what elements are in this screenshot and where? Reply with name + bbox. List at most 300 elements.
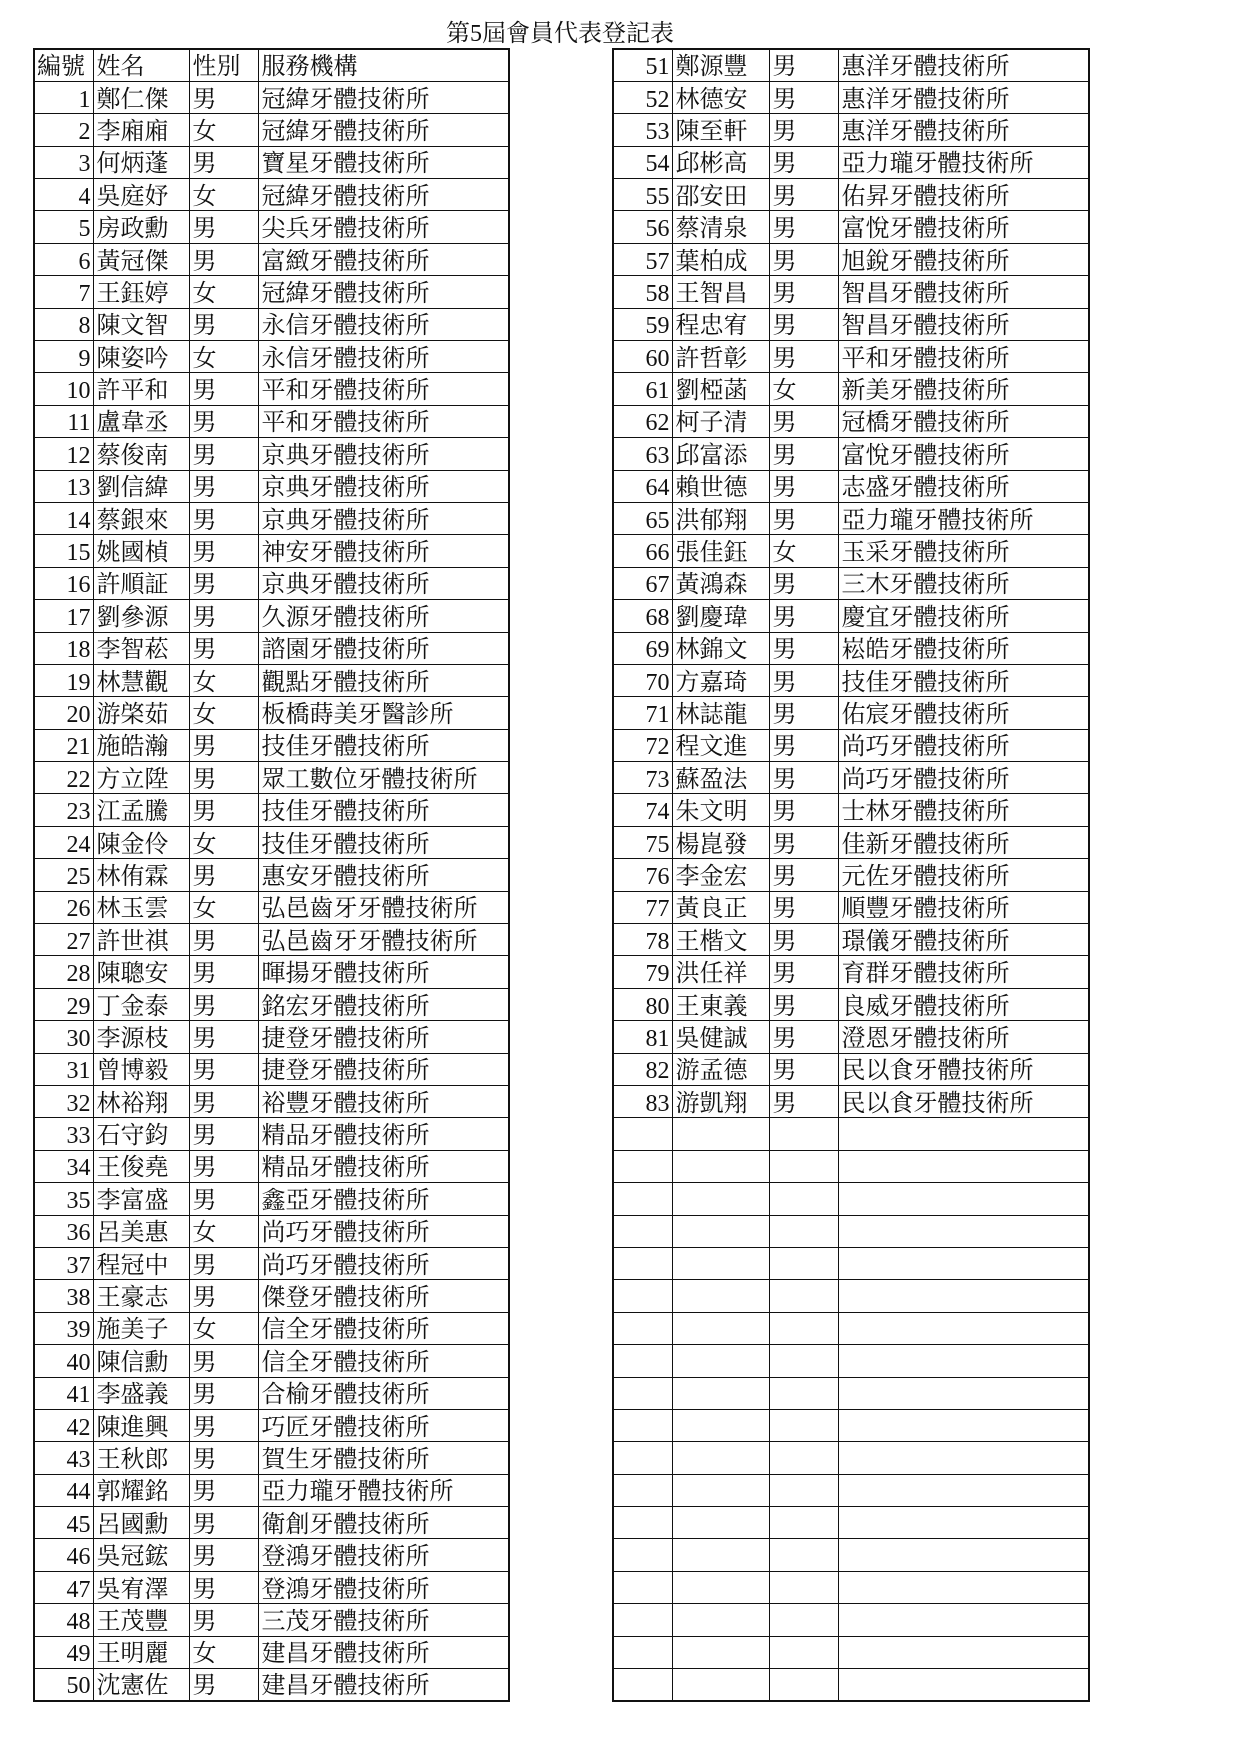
- table-row: [34, 664, 509, 696]
- member-organization: 富悅牙體技術所: [838, 211, 1089, 243]
- member-name: 朱文明: [672, 794, 769, 826]
- member-name: 洪任祥: [672, 956, 769, 988]
- table-row: [34, 956, 509, 988]
- member-organization: 神安牙體技術所: [258, 535, 509, 567]
- empty-cell: [613, 1150, 672, 1182]
- member-name: 林玉雲: [93, 891, 189, 923]
- table-row: [34, 762, 509, 794]
- member-number: 42: [34, 1409, 93, 1441]
- member-name: 蔡清泉: [672, 211, 769, 243]
- member-organization: 惠洋牙體技術所: [838, 114, 1089, 146]
- table-row: [34, 146, 509, 178]
- table-row: [34, 1539, 509, 1571]
- table-row: [613, 859, 1089, 891]
- member-number: 55: [613, 179, 672, 211]
- table-row: [34, 276, 509, 308]
- member-name: 楊崑發: [672, 826, 769, 858]
- member-gender: 女: [189, 276, 258, 308]
- member-organization: 元佐牙體技術所: [838, 859, 1089, 891]
- table-row: [34, 1215, 509, 1247]
- empty-table-row: [613, 1474, 1089, 1506]
- member-organization: 亞力瓏牙體技術所: [838, 502, 1089, 534]
- empty-cell: [613, 1539, 672, 1571]
- member-gender: 男: [189, 1604, 258, 1636]
- table-row: [34, 1247, 509, 1279]
- member-organization: 京典牙體技術所: [258, 502, 509, 534]
- table-row: [34, 179, 509, 211]
- table-row: [34, 632, 509, 664]
- table-row: [34, 729, 509, 761]
- member-name: 邵安田: [672, 179, 769, 211]
- empty-cell: [769, 1280, 838, 1312]
- member-name: 王楷文: [672, 924, 769, 956]
- member-number: 16: [34, 567, 93, 599]
- member-gender: 男: [769, 729, 838, 761]
- member-name: 陳金伶: [93, 826, 189, 858]
- table-row: [34, 211, 509, 243]
- member-name: 王茂豐: [93, 1604, 189, 1636]
- member-gender: 男: [189, 1571, 258, 1603]
- member-organization: 精品牙體技術所: [258, 1150, 509, 1182]
- table-row: [34, 1571, 509, 1603]
- member-organization: 民以食牙體技術所: [838, 1086, 1089, 1118]
- member-organization: 技佳牙體技術所: [838, 664, 1089, 696]
- empty-cell: [672, 1539, 769, 1571]
- table-row: [613, 502, 1089, 534]
- member-number: 35: [34, 1183, 93, 1215]
- member-gender: 男: [189, 308, 258, 340]
- member-name: 林錦文: [672, 632, 769, 664]
- member-number: 77: [613, 891, 672, 923]
- empty-cell: [672, 1345, 769, 1377]
- member-name: 黃冠傑: [93, 243, 189, 275]
- member-organization: 銘宏牙體技術所: [258, 988, 509, 1020]
- member-organization: 技佳牙體技術所: [258, 826, 509, 858]
- table-row: [613, 146, 1089, 178]
- member-gender: 男: [189, 794, 258, 826]
- table-row: [34, 1442, 509, 1474]
- member-name: 林德安: [672, 81, 769, 113]
- member-organization: 志盛牙體技術所: [838, 470, 1089, 502]
- member-gender: 男: [189, 211, 258, 243]
- member-gender: 男: [769, 600, 838, 632]
- table-row: [613, 664, 1089, 696]
- empty-cell: [769, 1669, 838, 1701]
- member-organization: 璟儀牙體技術所: [838, 924, 1089, 956]
- table-row: [613, 308, 1089, 340]
- member-number: 64: [613, 470, 672, 502]
- member-gender: 女: [189, 1215, 258, 1247]
- empty-cell: [769, 1474, 838, 1506]
- member-number: 5: [34, 211, 93, 243]
- member-gender: 男: [189, 1409, 258, 1441]
- member-organization: 捷登牙體技術所: [258, 1021, 509, 1053]
- member-name: 邱富添: [672, 438, 769, 470]
- member-number: 33: [34, 1118, 93, 1150]
- empty-table-row: [613, 1280, 1089, 1312]
- empty-cell: [838, 1118, 1089, 1150]
- member-organization: 三木牙體技術所: [838, 567, 1089, 599]
- member-number: 83: [613, 1086, 672, 1118]
- member-organization: 裕豐牙體技術所: [258, 1086, 509, 1118]
- member-number: 69: [613, 632, 672, 664]
- member-name: 陳進興: [93, 1409, 189, 1441]
- member-organization: 弘邑齒牙牙體技術所: [258, 924, 509, 956]
- empty-cell: [838, 1280, 1089, 1312]
- table-row: [34, 341, 509, 373]
- member-number: 14: [34, 502, 93, 534]
- member-organization: 永信牙體技術所: [258, 341, 509, 373]
- empty-cell: [838, 1377, 1089, 1409]
- member-name: 劉慶瑋: [672, 600, 769, 632]
- empty-cell: [672, 1377, 769, 1409]
- member-number: 63: [613, 438, 672, 470]
- member-number: 57: [613, 243, 672, 275]
- member-name: 劉信緯: [93, 470, 189, 502]
- member-organization: 亞力瓏牙體技術所: [258, 1474, 509, 1506]
- member-organization: 士林牙體技術所: [838, 794, 1089, 826]
- table-row: [613, 1086, 1089, 1118]
- empty-cell: [672, 1442, 769, 1474]
- member-gender: 男: [769, 502, 838, 534]
- member-organization: 冠緯牙體技術所: [258, 179, 509, 211]
- table-row: [613, 243, 1089, 275]
- empty-cell: [769, 1215, 838, 1247]
- member-name: 呂國勳: [93, 1507, 189, 1539]
- empty-cell: [769, 1636, 838, 1668]
- member-number: 22: [34, 762, 93, 794]
- member-number: 36: [34, 1215, 93, 1247]
- member-number: 71: [613, 697, 672, 729]
- member-organization: 慶宜牙體技術所: [838, 600, 1089, 632]
- table-row: [34, 1474, 509, 1506]
- member-organization: 富悅牙體技術所: [838, 438, 1089, 470]
- member-gender: 男: [769, 956, 838, 988]
- member-gender: 男: [769, 243, 838, 275]
- member-gender: 男: [769, 341, 838, 373]
- member-number: 34: [34, 1150, 93, 1182]
- member-name: 林侑霖: [93, 859, 189, 891]
- member-gender: 男: [189, 1280, 258, 1312]
- member-organization: 京典牙體技術所: [258, 438, 509, 470]
- empty-cell: [613, 1636, 672, 1668]
- table-row: [34, 1409, 509, 1441]
- member-number: 59: [613, 308, 672, 340]
- table-row: [613, 826, 1089, 858]
- member-organization: 衛創牙體技術所: [258, 1507, 509, 1539]
- member-organization: 永信牙體技術所: [258, 308, 509, 340]
- member-name: 林誌龍: [672, 697, 769, 729]
- member-name: 賴世德: [672, 470, 769, 502]
- member-name: 沈憲佐: [93, 1669, 189, 1701]
- table-row: [34, 1669, 509, 1701]
- member-number: 47: [34, 1571, 93, 1603]
- member-name: 葉柏成: [672, 243, 769, 275]
- header-organization: 服務機構: [258, 49, 509, 81]
- member-number: 70: [613, 664, 672, 696]
- member-organization: 冠緯牙體技術所: [258, 114, 509, 146]
- member-gender: 男: [769, 146, 838, 178]
- member-organization: 鑫亞牙體技術所: [258, 1183, 509, 1215]
- table-row: [613, 956, 1089, 988]
- member-organization: 佑昇牙體技術所: [838, 179, 1089, 211]
- table-row: [613, 988, 1089, 1020]
- member-gender: 男: [189, 1021, 258, 1053]
- member-name: 柯子清: [672, 405, 769, 437]
- member-gender: 男: [769, 276, 838, 308]
- empty-table-row: [613, 1215, 1089, 1247]
- member-gender: 女: [769, 373, 838, 405]
- member-organization: 觀點牙體技術所: [258, 664, 509, 696]
- member-organization: 平和牙體技術所: [838, 341, 1089, 373]
- member-gender: 男: [769, 697, 838, 729]
- member-number: 7: [34, 276, 93, 308]
- member-gender: 男: [769, 49, 838, 81]
- empty-cell: [672, 1571, 769, 1603]
- member-gender: 男: [189, 146, 258, 178]
- table-row: [613, 470, 1089, 502]
- table-row: [34, 1312, 509, 1344]
- empty-cell: [769, 1247, 838, 1279]
- member-number: 51: [613, 49, 672, 81]
- member-gender: 男: [189, 632, 258, 664]
- empty-cell: [769, 1345, 838, 1377]
- member-number: 39: [34, 1312, 93, 1344]
- member-organization: 冠緯牙體技術所: [258, 276, 509, 308]
- table-row: [613, 1053, 1089, 1085]
- table-row: [34, 826, 509, 858]
- member-name: 游孟德: [672, 1053, 769, 1085]
- empty-cell: [838, 1345, 1089, 1377]
- table-row: [34, 1021, 509, 1053]
- table-row: [34, 1118, 509, 1150]
- member-number: 45: [34, 1507, 93, 1539]
- member-organization: 亞力瓏牙體技術所: [838, 146, 1089, 178]
- table-row: [613, 567, 1089, 599]
- member-organization: 弘邑齒牙牙體技術所: [258, 891, 509, 923]
- member-number: 67: [613, 567, 672, 599]
- member-gender: 男: [769, 81, 838, 113]
- empty-cell: [838, 1312, 1089, 1344]
- member-gender: 男: [189, 470, 258, 502]
- member-number: 28: [34, 956, 93, 988]
- empty-cell: [769, 1118, 838, 1150]
- member-name: 石守鈞: [93, 1118, 189, 1150]
- empty-table-row: [613, 1312, 1089, 1344]
- member-organization: 尚巧牙體技術所: [258, 1247, 509, 1279]
- member-number: 74: [613, 794, 672, 826]
- member-number: 2: [34, 114, 93, 146]
- member-organization: 良威牙體技術所: [838, 988, 1089, 1020]
- member-name: 游凱翔: [672, 1086, 769, 1118]
- member-name: 游棨茹: [93, 697, 189, 729]
- member-gender: 男: [769, 988, 838, 1020]
- empty-cell: [672, 1636, 769, 1668]
- empty-cell: [613, 1507, 672, 1539]
- page-title: 第5屆會員代表登記表: [446, 21, 674, 47]
- table-row: [34, 470, 509, 502]
- table-row: [34, 1636, 509, 1668]
- member-number: 48: [34, 1604, 93, 1636]
- table-row: [613, 405, 1089, 437]
- table-row: [613, 535, 1089, 567]
- table-row: [613, 924, 1089, 956]
- member-organization: 尖兵牙體技術所: [258, 211, 509, 243]
- member-name: 李盛義: [93, 1377, 189, 1409]
- member-gender: 男: [769, 794, 838, 826]
- member-number: 44: [34, 1474, 93, 1506]
- member-number: 21: [34, 729, 93, 761]
- empty-cell: [838, 1247, 1089, 1279]
- member-number: 60: [613, 341, 672, 373]
- empty-cell: [769, 1604, 838, 1636]
- table-row: [613, 794, 1089, 826]
- member-number: 3: [34, 146, 93, 178]
- member-name: 丁金泰: [93, 988, 189, 1020]
- empty-cell: [838, 1183, 1089, 1215]
- member-number: 75: [613, 826, 672, 858]
- member-name: 李源枝: [93, 1021, 189, 1053]
- member-gender: 男: [189, 1053, 258, 1085]
- empty-cell: [838, 1409, 1089, 1441]
- empty-cell: [613, 1215, 672, 1247]
- empty-cell: [672, 1312, 769, 1344]
- member-gender: 男: [769, 1086, 838, 1118]
- empty-cell: [838, 1669, 1089, 1701]
- table-row: [34, 891, 509, 923]
- table-row: [34, 535, 509, 567]
- member-gender: 男: [189, 81, 258, 113]
- member-name: 陳文智: [93, 308, 189, 340]
- member-number: 6: [34, 243, 93, 275]
- member-gender: 男: [189, 1183, 258, 1215]
- member-name: 吳宥澤: [93, 1571, 189, 1603]
- member-name: 陳信勳: [93, 1345, 189, 1377]
- member-organization: 傑登牙體技術所: [258, 1280, 509, 1312]
- empty-cell: [613, 1669, 672, 1701]
- member-name: 王明麗: [93, 1636, 189, 1668]
- member-gender: 女: [189, 891, 258, 923]
- member-name: 黃鴻森: [672, 567, 769, 599]
- member-name: 陳姿吟: [93, 341, 189, 373]
- table-row: [34, 243, 509, 275]
- table-row: [34, 405, 509, 437]
- member-name: 房政勳: [93, 211, 189, 243]
- member-gender: 男: [189, 988, 258, 1020]
- member-name: 李智菘: [93, 632, 189, 664]
- empty-table-row: [613, 1345, 1089, 1377]
- member-gender: 男: [769, 826, 838, 858]
- member-gender: 男: [769, 438, 838, 470]
- member-number: 10: [34, 373, 93, 405]
- member-number: 54: [613, 146, 672, 178]
- table-row: [613, 697, 1089, 729]
- member-number: 40: [34, 1345, 93, 1377]
- member-name: 陳至軒: [672, 114, 769, 146]
- member-name: 程忠宥: [672, 308, 769, 340]
- member-number: 9: [34, 341, 93, 373]
- member-organization: 技佳牙體技術所: [258, 794, 509, 826]
- member-gender: 男: [189, 956, 258, 988]
- member-name: 洪郁翔: [672, 502, 769, 534]
- member-name: 曾博毅: [93, 1053, 189, 1085]
- empty-cell: [613, 1409, 672, 1441]
- member-organization: 富緻牙體技術所: [258, 243, 509, 275]
- member-name: 蔡俊南: [93, 438, 189, 470]
- empty-cell: [672, 1118, 769, 1150]
- empty-cell: [672, 1669, 769, 1701]
- empty-cell: [838, 1150, 1089, 1182]
- member-number: 43: [34, 1442, 93, 1474]
- member-number: 12: [34, 438, 93, 470]
- member-organization: 佳新牙體技術所: [838, 826, 1089, 858]
- empty-cell: [613, 1247, 672, 1279]
- member-organization: 暉揚牙體技術所: [258, 956, 509, 988]
- member-organization: 京典牙體技術所: [258, 470, 509, 502]
- empty-cell: [838, 1474, 1089, 1506]
- empty-cell: [672, 1215, 769, 1247]
- member-name: 劉椏菡: [672, 373, 769, 405]
- empty-cell: [672, 1183, 769, 1215]
- member-name: 程冠中: [93, 1247, 189, 1279]
- table-row: [613, 632, 1089, 664]
- member-name: 林裕翔: [93, 1086, 189, 1118]
- member-number: 66: [613, 535, 672, 567]
- member-number: 30: [34, 1021, 93, 1053]
- member-organization: 冠緯牙體技術所: [258, 81, 509, 113]
- empty-table-row: [613, 1442, 1089, 1474]
- member-organization: 賀生牙體技術所: [258, 1442, 509, 1474]
- member-name: 方立陞: [93, 762, 189, 794]
- member-number: 11: [34, 405, 93, 437]
- member-number: 62: [613, 405, 672, 437]
- member-number: 20: [34, 697, 93, 729]
- header-gender: 性別: [189, 49, 258, 81]
- member-number: 46: [34, 1539, 93, 1571]
- empty-table-row: [613, 1409, 1089, 1441]
- member-gender: 女: [189, 826, 258, 858]
- empty-cell: [672, 1507, 769, 1539]
- member-name: 許平和: [93, 373, 189, 405]
- table-row: [34, 600, 509, 632]
- empty-table-row: [613, 1669, 1089, 1701]
- member-organization: 旭銳牙體技術所: [838, 243, 1089, 275]
- table-row: [34, 1604, 509, 1636]
- member-organization: 冠橋牙體技術所: [838, 405, 1089, 437]
- member-gender: 男: [769, 470, 838, 502]
- member-organization: 玉采牙體技術所: [838, 535, 1089, 567]
- member-gender: 男: [769, 211, 838, 243]
- member-number: 27: [34, 924, 93, 956]
- member-name: 盧韋丞: [93, 405, 189, 437]
- member-number: 61: [613, 373, 672, 405]
- member-number: 1: [34, 81, 93, 113]
- empty-cell: [672, 1604, 769, 1636]
- member-gender: 男: [769, 924, 838, 956]
- member-name: 劉參源: [93, 600, 189, 632]
- table-row: [34, 1345, 509, 1377]
- empty-cell: [769, 1377, 838, 1409]
- empty-cell: [838, 1507, 1089, 1539]
- table-row: [34, 1507, 509, 1539]
- empty-table-row: [613, 1636, 1089, 1668]
- member-gender: 男: [769, 632, 838, 664]
- empty-table-row: [613, 1247, 1089, 1279]
- member-name: 黃良正: [672, 891, 769, 923]
- table-row: [34, 502, 509, 534]
- member-gender: 男: [189, 373, 258, 405]
- member-organization: 尚巧牙體技術所: [838, 762, 1089, 794]
